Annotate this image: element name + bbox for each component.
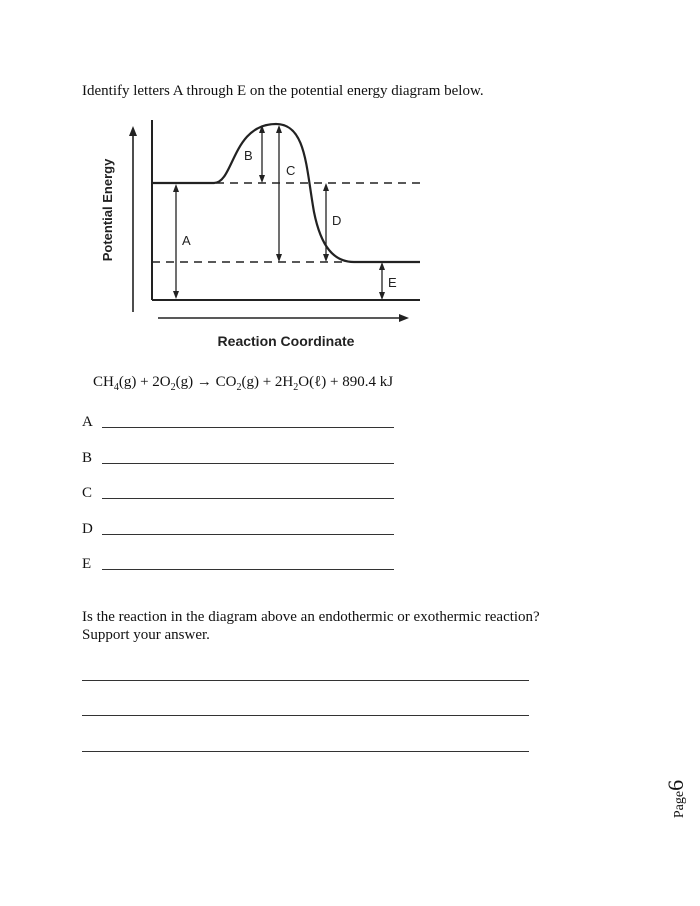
question-identify-letters: Identify letters A through E on the potential energy diagram below. bbox=[82, 83, 484, 99]
answer-row-b bbox=[82, 450, 402, 468]
answer-letter: B bbox=[82, 450, 93, 466]
answer-line-3[interactable] bbox=[82, 751, 529, 752]
answer-row-d bbox=[82, 521, 402, 539]
label-c: C bbox=[286, 163, 296, 178]
answer-letter: A bbox=[82, 414, 93, 430]
arrow-e-head-bottom bbox=[379, 292, 385, 300]
x-axis-label: Reaction Coordinate bbox=[217, 333, 355, 349]
answer-blank-e[interactable] bbox=[102, 569, 394, 570]
label-d: D bbox=[332, 213, 342, 228]
y-axis-label: Potential Energy bbox=[100, 158, 115, 262]
answer-letter: D bbox=[82, 521, 93, 537]
label-b: B bbox=[244, 148, 253, 163]
arrow-b-head-bottom bbox=[259, 175, 265, 183]
answer-blank-c[interactable] bbox=[102, 498, 394, 499]
answer-letter: C bbox=[82, 485, 93, 501]
answer-line-1[interactable] bbox=[82, 680, 529, 681]
question-endo-exo: Is the reaction in the diagram above an endothermic or exothermic reaction? Support your answer. bbox=[82, 609, 540, 643]
label-a: A bbox=[182, 233, 191, 248]
answer-line-2[interactable] bbox=[82, 715, 529, 716]
answer-row-c bbox=[82, 485, 402, 503]
answer-row-e bbox=[82, 556, 402, 574]
arrow-c-head-top bbox=[276, 125, 282, 133]
answer-row-a bbox=[82, 414, 402, 432]
arrow-e-head-top bbox=[379, 262, 385, 270]
y-arrow-head bbox=[129, 126, 137, 136]
arrow-d-head-top bbox=[323, 183, 329, 191]
answer-blank-d[interactable] bbox=[102, 534, 394, 535]
page-number: Page6 bbox=[663, 779, 688, 819]
answer-blank-b[interactable] bbox=[102, 463, 394, 464]
combustion-equation: $CH_4(g) + 2O_2(g) \to CO_2(g)$ + $2H_2O(\ell) + 890.4$ kJ bbox=[93, 374, 394, 393]
arrow-d-head-bottom bbox=[323, 254, 329, 262]
x-arrow-head bbox=[399, 314, 409, 322]
arrow-a-head-top bbox=[173, 184, 179, 192]
energy-curve bbox=[152, 124, 420, 262]
answer-blank-a[interactable] bbox=[102, 427, 394, 428]
answer-letter: E bbox=[82, 556, 92, 572]
potential-energy-diagram bbox=[96, 112, 426, 357]
label-e: E bbox=[388, 275, 397, 290]
arrow-c-head-bottom bbox=[276, 254, 282, 262]
arrow-a-head-bottom bbox=[173, 291, 179, 299]
